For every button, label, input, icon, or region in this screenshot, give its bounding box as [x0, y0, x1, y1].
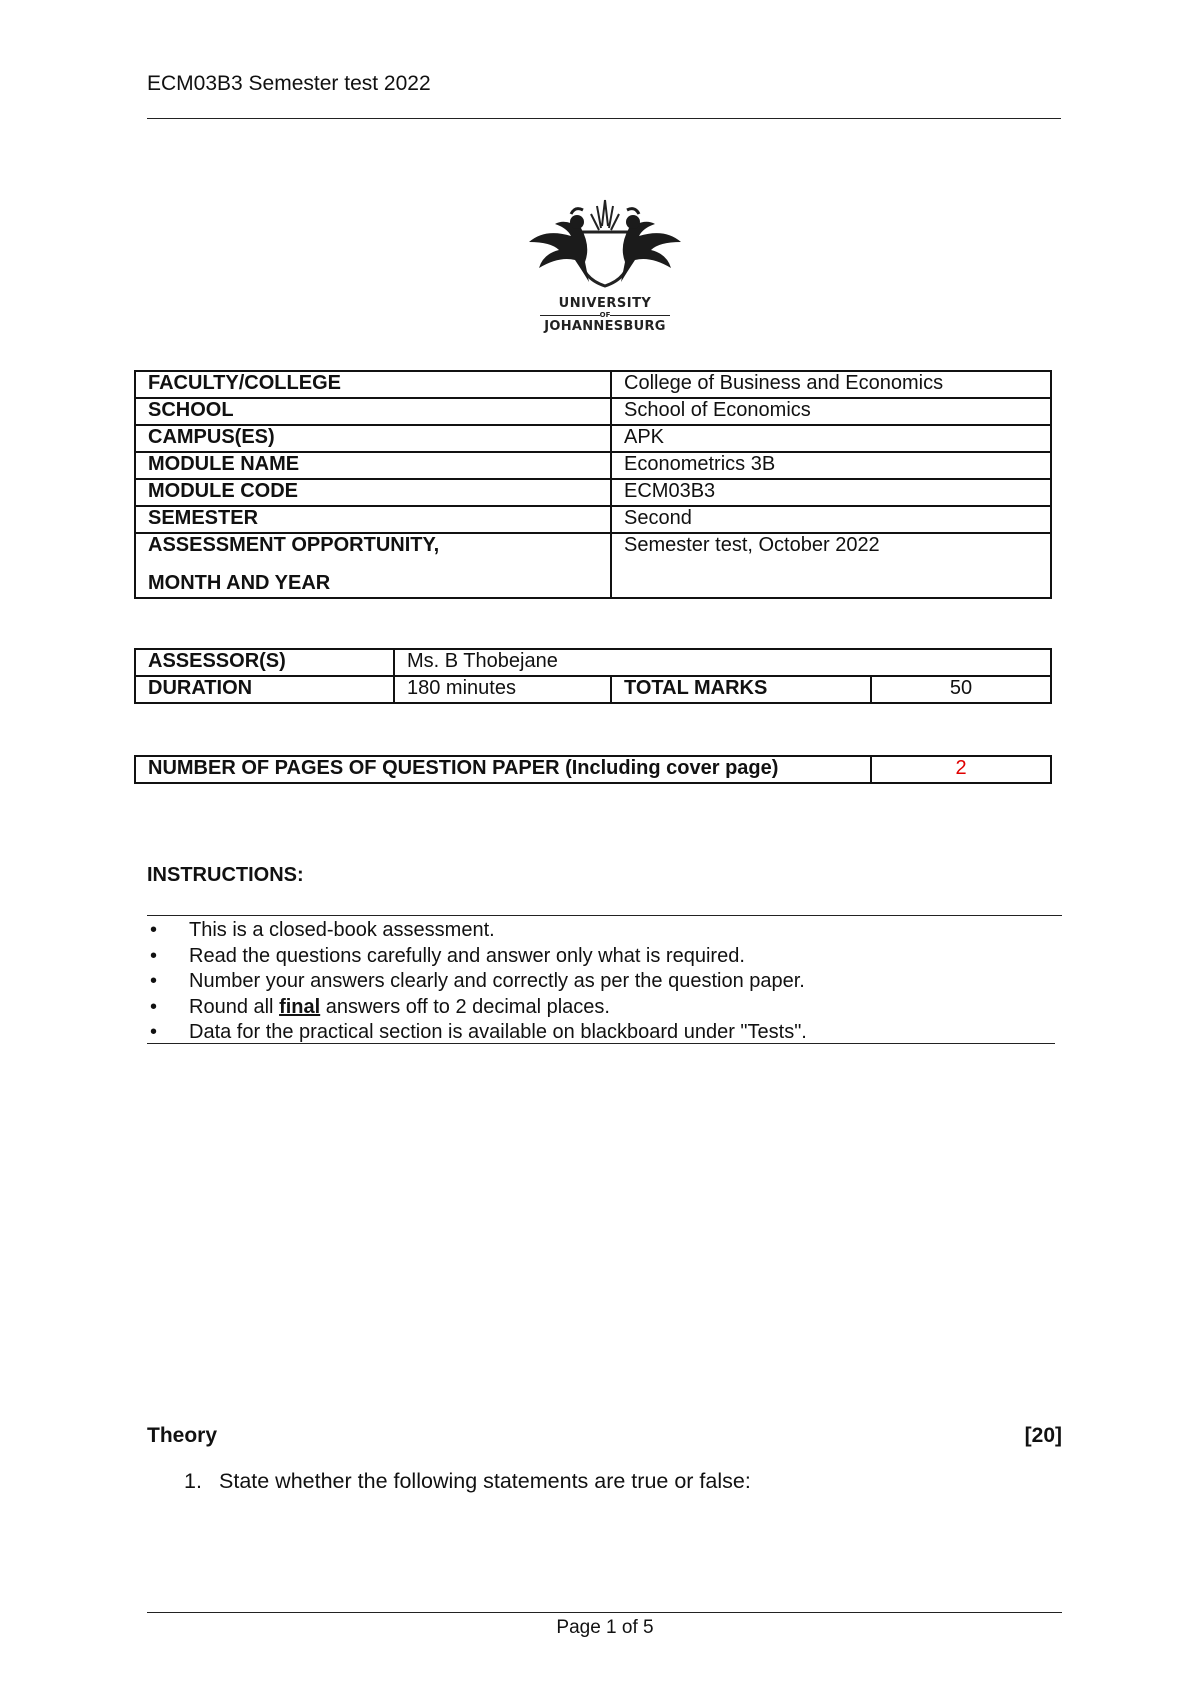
- page-count-label: NUMBER OF PAGES OF QUESTION PAPER (Including cover page): [135, 756, 871, 783]
- assessor-value: Ms. B Thobejane: [394, 649, 1051, 676]
- cover-details-rows: [135, 371, 1051, 598]
- duration-label: DURATION: [135, 676, 394, 703]
- university-logo-wordmark: [520, 296, 690, 334]
- list-item: • This is a closed-book assessment.: [147, 918, 1062, 944]
- footer-divider: [147, 1612, 1062, 1613]
- instructions-heading: INSTRUCTIONS:: [147, 864, 304, 886]
- table-row: [135, 371, 1051, 398]
- list-item: [147, 995, 1062, 1021]
- duration-value: 180 minutes: [394, 676, 611, 703]
- section-title-theory: Theory: [147, 1424, 218, 1447]
- section-marks: [20]: [1024, 1424, 1062, 1447]
- module-code-label: MODULE CODE: [135, 479, 611, 506]
- table-row: [135, 649, 1051, 676]
- assessment-label-line1: ASSESSMENT OPPORTUNITY,: [148, 534, 440, 556]
- page-count-value: 2: [871, 756, 1051, 783]
- campus-label: CAMPUS(ES): [135, 425, 611, 452]
- module-name-value: Econometrics 3B: [611, 452, 1051, 479]
- table-row: [135, 676, 1051, 703]
- round-prefix: Round all: [189, 995, 280, 1018]
- list-item: • Number your answers clearly and correctly as per the question paper.: [147, 969, 1062, 995]
- instructions-list: [147, 918, 1062, 1046]
- table-row: [135, 479, 1051, 506]
- instructions-divider-top: [147, 915, 1062, 916]
- assessment-opportunity-value: Semester test, October 2022: [611, 533, 1051, 598]
- round-suffix: answers off to 2 decimal places.: [320, 995, 610, 1018]
- table-row: [135, 506, 1051, 533]
- school-label: SCHOOL: [135, 398, 611, 425]
- question-number: 1.: [184, 1469, 202, 1493]
- list-item: • Read the questions carefully and answer only what is required.: [147, 944, 1062, 970]
- semester-value: Second: [611, 506, 1051, 533]
- total-marks-value: 50: [871, 676, 1051, 703]
- list-item: • Data for the practical section is available on blackboard under "Tests".: [147, 1020, 1062, 1046]
- table-row: [135, 533, 1051, 598]
- semester-label: SEMESTER: [135, 506, 611, 533]
- assessor-table: [134, 648, 1052, 704]
- faculty-value: College of Business and Economics: [611, 371, 1051, 398]
- table-row: [135, 452, 1051, 479]
- module-name-label: MODULE NAME: [135, 452, 611, 479]
- page-header-title: ECM03B3 Semester test 2022: [147, 72, 431, 95]
- page-count-table: [134, 755, 1052, 784]
- table-row: [135, 398, 1051, 425]
- logo-line-of: OF: [520, 311, 690, 319]
- campus-value: APK: [611, 425, 1051, 452]
- assessment-label-line2: MONTH AND YEAR: [148, 572, 331, 594]
- logo-line-university: UNIVERSITY: [558, 296, 652, 311]
- module-code-value: ECM03B3: [611, 479, 1051, 506]
- table-row: [135, 425, 1051, 452]
- instructions-divider-bottom: [147, 1043, 1055, 1044]
- faculty-label: FACULTY/COLLEGE: [135, 371, 611, 398]
- assessment-opportunity-label: [135, 533, 611, 598]
- question-1: [184, 1469, 751, 1494]
- question-text: State whether the following statements are true or false:: [219, 1469, 751, 1493]
- page-number: Page 1 of 5: [556, 1617, 654, 1638]
- round-final-emphasis: final: [279, 995, 321, 1018]
- cover-details-table: [134, 370, 1052, 599]
- total-marks-label: TOTAL MARKS: [611, 676, 871, 703]
- school-value: School of Economics: [611, 398, 1051, 425]
- assessor-label: ASSESSOR(S): [135, 649, 394, 676]
- table-row: [135, 756, 1051, 783]
- header-divider: [147, 118, 1061, 119]
- logo-line-johannesburg: JOHANNESBURG: [544, 319, 666, 334]
